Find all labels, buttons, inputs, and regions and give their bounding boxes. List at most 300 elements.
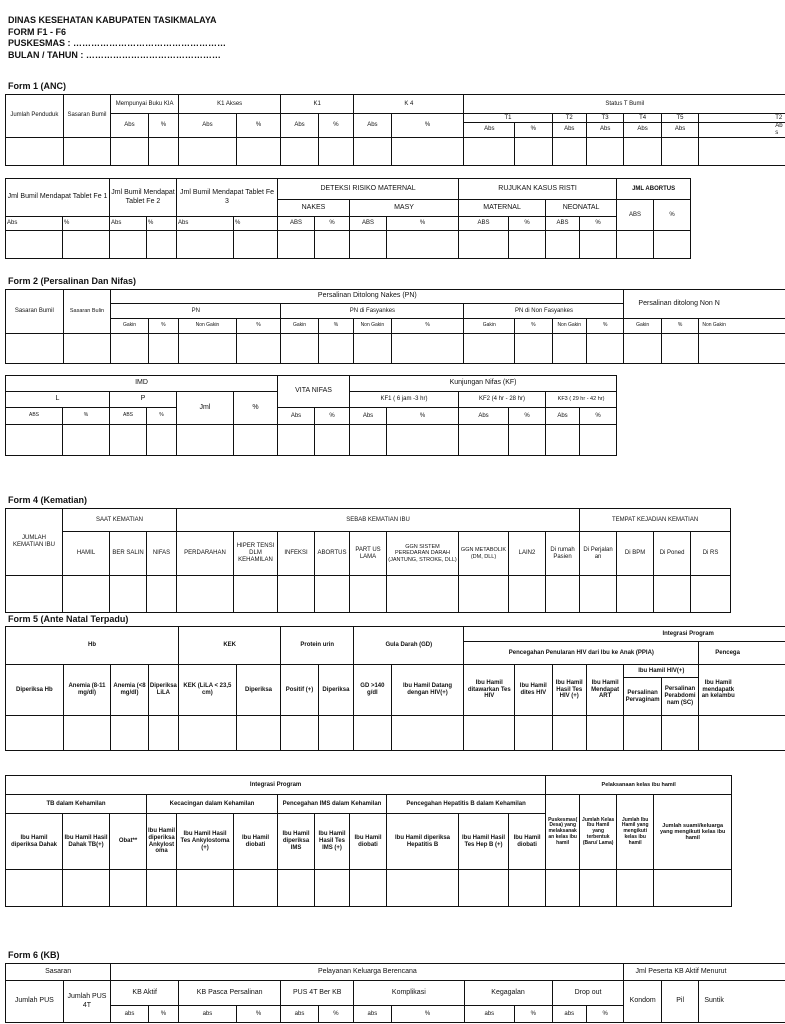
- hdr-pct: %: [63, 217, 110, 231]
- form6-kb-table: [5, 963, 785, 1023]
- hdr-pct: %: [515, 1006, 552, 1023]
- hdr-ggn-metabolik: GGN METABOLIK (DM, DLL): [459, 532, 509, 576]
- data-cell[interactable]: [552, 716, 586, 751]
- hdr-pct: %: [387, 408, 459, 425]
- data-cell[interactable]: [63, 576, 110, 613]
- hdr-masy: MASY: [350, 200, 459, 217]
- hdr-hasil-dahak: Ibu Hamil Hasil Dahak TB(+): [63, 814, 110, 870]
- hdr-pn-fasyankes: PN di Fasyankes: [281, 304, 464, 319]
- data-cell[interactable]: [318, 716, 353, 751]
- data-cell[interactable]: [315, 870, 350, 907]
- data-cell[interactable]: [6, 334, 64, 364]
- hdr-abs: Abs: [624, 123, 661, 138]
- hdr-maternal: MATERNAL: [459, 200, 546, 217]
- hdr-infeksi: INFEKSI: [278, 532, 315, 576]
- hdr-non-gakin: Non Gakin: [354, 319, 391, 334]
- data-cell[interactable]: [387, 425, 459, 456]
- hdr-ibu-ikut-kelas: Jumlah Ibu Hamil yang mengikuti kelas ibu hamil: [617, 795, 654, 870]
- data-cell[interactable]: [580, 425, 617, 456]
- hdr-bersalin: BER SALIN: [110, 532, 147, 576]
- data-cell[interactable]: [546, 425, 580, 456]
- col-sasaran: Sasaran: [6, 964, 111, 981]
- data-cell[interactable]: [6, 425, 63, 456]
- col-pencegahan: Pencega: [699, 642, 785, 665]
- col-abortus: JML ABORTUS: [617, 179, 691, 200]
- hdr-pct: %: [315, 408, 350, 425]
- data-cell[interactable]: [464, 137, 515, 165]
- data-cell[interactable]: [459, 870, 509, 907]
- hdr-abs: ABS: [350, 217, 387, 231]
- data-cell[interactable]: [236, 137, 281, 165]
- col-jumlah-penduduk: Jumlah Penduduk: [6, 95, 64, 138]
- col-persalinan-non-nakes: Persalinan ditolong Non N: [624, 290, 785, 319]
- hdr-komplikasi: Komplikasi: [354, 981, 464, 1006]
- hdr-t5: T5: [661, 114, 698, 123]
- hdr-pct: %: [580, 408, 617, 425]
- hdr-pct: %: [509, 217, 546, 231]
- data-cell[interactable]: [177, 425, 234, 456]
- table-row: [6, 870, 732, 907]
- data-cell[interactable]: [110, 870, 147, 907]
- data-cell[interactable]: [387, 231, 459, 259]
- hdr-di-perjalanan: Di Perjalan an: [580, 532, 617, 576]
- data-cell[interactable]: [350, 576, 387, 613]
- col-persalinan-nakes: Persalinan Ditolong Nakes (PN): [111, 290, 624, 304]
- hdr-abs: ABS: [459, 217, 509, 231]
- hdr-suntik: Suntik: [699, 981, 785, 1023]
- col-gula-darah: Gula Darah (GD): [354, 627, 464, 665]
- data-cell[interactable]: [111, 137, 148, 165]
- data-cell[interactable]: [459, 576, 509, 613]
- hdr-hasil-hepatitis: Ibu Hamil Hasil Tes Hep B (+): [459, 814, 509, 870]
- data-cell[interactable]: [6, 576, 63, 613]
- hdr-pn: PN: [111, 304, 281, 319]
- data-cell[interactable]: [63, 716, 111, 751]
- table-row: [6, 137, 785, 165]
- hdr-pct: %: [236, 1006, 281, 1023]
- data-cell[interactable]: [350, 231, 387, 259]
- data-cell[interactable]: [315, 231, 350, 259]
- hdr-hasil-tes-hiv: Ibu Hamil Hasil Tes HIV (+): [552, 665, 586, 716]
- hdr-pct: %: [318, 319, 353, 334]
- col-saat-kematian: SAAT KEMATIAN: [63, 509, 177, 532]
- hdr-pct: %: [236, 114, 281, 138]
- data-cell[interactable]: [699, 334, 785, 364]
- hdr-suami-ikut-kelas: Jumlah suami/keluarga yang mengikuti kelas ibu hamil: [654, 795, 732, 870]
- col-sasaran-bumil: Sasaran Bumil: [63, 95, 111, 138]
- data-cell[interactable]: [546, 231, 580, 259]
- data-cell[interactable]: [515, 716, 552, 751]
- col-ppia: Pencegahan Penularan HIV dari Ibu ke Anak (PPIA): [464, 642, 699, 665]
- form4-title: Form 4 (Kematian): [8, 495, 88, 505]
- data-cell[interactable]: [110, 231, 147, 259]
- hdr-diperiksa-dahak: Ibu Hamil diperiksa Dahak: [6, 814, 63, 870]
- hdr-kb-aktif: KB Aktif: [111, 981, 179, 1006]
- data-cell[interactable]: [699, 716, 785, 751]
- data-cell[interactable]: [6, 870, 63, 907]
- hdr-puskesmas-kelas: Puskesmas( Desa) yang melaksanak an kelas ibu hamil: [546, 795, 580, 870]
- data-cell[interactable]: [236, 716, 281, 751]
- hdr-gakin: Gakin: [624, 319, 661, 334]
- data-cell[interactable]: [624, 716, 661, 751]
- hdr-pct: %: [148, 114, 178, 138]
- data-cell[interactable]: [147, 870, 177, 907]
- data-cell[interactable]: [546, 870, 580, 907]
- hdr-t1: T1: [464, 114, 552, 123]
- data-cell[interactable]: [509, 231, 546, 259]
- hdr-abs: ABS: [6, 408, 63, 425]
- hdr-kelambu-label: Ibu Hamil mendapatk an kelambu: [701, 679, 735, 700]
- data-cell[interactable]: [580, 576, 617, 613]
- hdr-gakin: Gakin: [464, 319, 515, 334]
- data-cell[interactable]: [617, 576, 654, 613]
- hdr-pct: %: [509, 408, 546, 425]
- data-cell[interactable]: [464, 716, 515, 751]
- data-cell[interactable]: [552, 334, 586, 364]
- data-cell[interactable]: [179, 334, 237, 364]
- data-cell[interactable]: [111, 334, 148, 364]
- data-cell[interactable]: [586, 137, 623, 165]
- hdr-abs: Abs: [354, 114, 391, 138]
- hdr-gd-140: GD >140 g/dl: [354, 665, 391, 716]
- hdr-drop-out: Drop out: [552, 981, 624, 1006]
- data-cell[interactable]: [391, 334, 464, 364]
- col-integrasi: Integrasi Program: [464, 627, 785, 642]
- col-pelayanan-kb: Pelayanan Keluarga Berencana: [111, 964, 624, 981]
- hdr-diperiksa-protein: Diperiksa: [236, 665, 281, 716]
- hdr-abs: ABS: [617, 200, 654, 231]
- data-cell[interactable]: [515, 137, 552, 165]
- hdr-abs: Abs: [661, 123, 698, 138]
- data-cell[interactable]: [6, 137, 64, 165]
- data-cell[interactable]: [234, 231, 278, 259]
- hdr-nifas: NIFAS: [147, 532, 177, 576]
- data-cell[interactable]: [387, 870, 459, 907]
- data-cell[interactable]: [63, 137, 111, 165]
- hdr-pervaginam: Persalinan Pervaginam: [624, 678, 661, 716]
- data-cell[interactable]: [552, 137, 586, 165]
- hdr-abs: Abs: [350, 408, 387, 425]
- hdr-datang-hiv: Ibu Hamil Datang dengan HIV(+): [391, 665, 464, 716]
- hdr-pct: %: [387, 217, 459, 231]
- puskesmas-field: PUSKESMAS : ……………………………………………: [8, 38, 227, 48]
- hdr-abs: ABS: [110, 408, 147, 425]
- form2-nifas-table: [5, 375, 617, 456]
- col-buku-kia: Mempunyai Buku KIA: [111, 95, 179, 114]
- hdr-pct: %: [147, 217, 177, 231]
- hdr-abs: ABS: [546, 217, 580, 231]
- hdr-abs: abs: [179, 1006, 237, 1023]
- hdr-kb-pasca-persalinan: KB Pasca Persalinan: [179, 981, 281, 1006]
- hdr-hepatitis-diobati: Ibu Hamil diobati: [509, 814, 546, 870]
- data-cell[interactable]: [177, 576, 234, 613]
- hdr-kecacingan-diobati: Ibu Hamil diobati: [234, 814, 278, 870]
- hdr-t2-extra: T2: [699, 114, 785, 123]
- data-cell[interactable]: [515, 334, 552, 364]
- hdr-kegagalan: Kegagalan: [464, 981, 552, 1006]
- hdr-abs: Abs: [464, 123, 515, 138]
- data-cell[interactable]: [147, 576, 177, 613]
- hdr-diperiksa-lila: Diperiksa LiLA: [148, 665, 178, 716]
- period-field: BULAN / TAHUN : ………………………………………: [8, 49, 221, 60]
- data-cell[interactable]: [509, 870, 546, 907]
- hdr-diperiksa-hb: Diperiksa Hb: [6, 665, 64, 716]
- data-cell[interactable]: [315, 576, 350, 613]
- hdr-pct: %: [515, 123, 552, 138]
- data-cell[interactable]: [234, 576, 278, 613]
- hdr-kf2: KF2 (4 hr - 28 hr): [459, 392, 546, 408]
- data-cell[interactable]: [661, 716, 698, 751]
- hdr-hamil: HAMIL: [63, 532, 110, 576]
- hdr-perabdominam: Persalinan Perabdomi nam (SC): [661, 678, 698, 716]
- agency-title: DINAS KESEHATAN KABUPATEN TASIKMALAYA: [8, 15, 217, 25]
- hdr-hipertensi: HIPER TENSI DLM KEHAMILAN: [234, 532, 278, 576]
- hdr-pct: %: [391, 319, 464, 334]
- hdr-kek-lila: KEK (LiLA < 23,5 cm): [179, 665, 237, 716]
- col-sasaran-bulin: Sasaran Bulin: [63, 290, 111, 334]
- hdr-kondom: Kondom: [624, 981, 661, 1023]
- hdr-abs: Abs: [6, 217, 63, 231]
- hdr-diperiksa-ankylostoma: Ibu Hamil diperiksa Ankylost oma: [147, 814, 177, 870]
- data-cell[interactable]: [148, 334, 178, 364]
- hdr-pct: %: [315, 217, 350, 231]
- data-cell[interactable]: [278, 231, 315, 259]
- hdr-abs: abs: [354, 1006, 391, 1023]
- hdr-jumlah-kelas: Jumlah Kelas Ibu Hamil yang terbentuk (Baru/ Lama): [580, 795, 617, 870]
- hdr-diperiksa-hepatitis: Ibu Hamil diperiksa Hepatitis B: [387, 814, 459, 870]
- data-cell[interactable]: [509, 576, 546, 613]
- data-cell[interactable]: [179, 716, 237, 751]
- data-cell[interactable]: [110, 425, 147, 456]
- data-cell[interactable]: [315, 425, 350, 456]
- data-cell[interactable]: [177, 231, 234, 259]
- hdr-hasil-ims: Ibu Hamil Hasil Tes IMS (+): [315, 814, 350, 870]
- data-cell[interactable]: [546, 576, 580, 613]
- data-cell[interactable]: [654, 576, 691, 613]
- hdr-non-gakin: Non Gakin: [699, 319, 785, 334]
- hdr-di-bpm: Di BPM: [617, 532, 654, 576]
- table-row: [6, 716, 785, 751]
- data-cell[interactable]: [281, 334, 318, 364]
- hdr-jumlah-pus-4t: Jumlah PUS 4T: [63, 981, 111, 1023]
- hdr-abs: abs: [111, 1006, 148, 1023]
- data-cell[interactable]: [148, 716, 178, 751]
- col-protein-urin: Protein urin: [281, 627, 354, 665]
- col-k4: K 4: [354, 95, 464, 114]
- report-header: [8, 15, 226, 61]
- hdr-obat: Obat**: [110, 814, 147, 870]
- hdr-non-gakin: Non Gakin: [179, 319, 237, 334]
- hdr-p: P: [110, 392, 177, 408]
- data-cell[interactable]: [464, 334, 515, 364]
- data-cell[interactable]: [278, 576, 315, 613]
- form4-kematian-table: [5, 508, 731, 613]
- data-cell[interactable]: [147, 425, 177, 456]
- data-cell[interactable]: [6, 716, 64, 751]
- data-cell[interactable]: [654, 870, 732, 907]
- data-cell[interactable]: [350, 870, 387, 907]
- data-cell[interactable]: [318, 137, 353, 165]
- hdr-pct: %: [661, 319, 698, 334]
- col-fe1: Jml Bumil Mendapat Tablet Fe 1: [6, 179, 110, 217]
- data-cell[interactable]: [234, 425, 278, 456]
- hdr-lain: LAIN2: [509, 532, 546, 576]
- data-cell[interactable]: [691, 576, 731, 613]
- hdr-kelambu: [699, 665, 785, 716]
- hdr-pct: %: [586, 319, 623, 334]
- data-cell[interactable]: [459, 231, 509, 259]
- data-cell[interactable]: [63, 334, 111, 364]
- col-kecacingan: Kecacingan dalam Kehamilan: [147, 795, 278, 814]
- col-k1-akses: K1 Akses: [179, 95, 281, 114]
- hdr-abs: abs: [552, 1006, 586, 1023]
- hdr-jumlah-pus: Jumlah PUS: [6, 981, 64, 1023]
- hdr-t2: T2: [552, 114, 586, 123]
- hdr-abs: Abs: [281, 114, 318, 138]
- data-cell[interactable]: [387, 576, 459, 613]
- data-cell[interactable]: [586, 716, 623, 751]
- data-cell[interactable]: [6, 231, 63, 259]
- hdr-abs: Abs: [552, 123, 586, 138]
- hdr-di-poned: Di Poned: [654, 532, 691, 576]
- form1-fe-table: [5, 178, 691, 259]
- hdr-abortus: ABORTUS: [315, 532, 350, 576]
- hdr-mendapat-art: Ibu Hamil Mendapat ART: [586, 665, 623, 716]
- hdr-pct: %: [391, 114, 464, 138]
- table-row: [6, 231, 691, 259]
- data-cell[interactable]: [350, 425, 387, 456]
- data-cell[interactable]: [148, 137, 178, 165]
- hdr-abs: Abs: [586, 123, 623, 138]
- hdr-di-rs: Di RS: [691, 532, 731, 576]
- hdr-gakin: Gakin: [281, 319, 318, 334]
- data-cell[interactable]: [63, 870, 110, 907]
- data-cell[interactable]: [354, 716, 391, 751]
- col-jumlah-kematian: JUMLAH KEMATIAN IBU: [6, 509, 63, 576]
- data-cell[interactable]: [391, 716, 464, 751]
- col-kelas-ibu-hamil: Pelaksanaan kelas ibu hamil: [546, 776, 732, 795]
- hdr-pct: %: [148, 1006, 178, 1023]
- hdr-abs: ABS: [278, 217, 315, 231]
- hdr-di-rumah: Di rumah Pasien: [546, 532, 580, 576]
- data-cell[interactable]: [391, 137, 464, 165]
- data-cell[interactable]: [617, 870, 654, 907]
- col-fe2: Jml Bumil Mendapat Tablet Fe 2: [110, 179, 177, 217]
- hdr-abs: abs: [281, 1006, 318, 1023]
- col-ims: Pencegahan IMS dalam Kehamilan: [278, 795, 387, 814]
- hdr-t4: T4: [624, 114, 661, 123]
- data-cell[interactable]: [354, 334, 391, 364]
- hdr-pct: %: [148, 319, 178, 334]
- hdr-abs: Abs: [179, 114, 237, 138]
- hdr-ditawarkan-tes: Ibu Hamil ditawarkan Tes HIV: [464, 665, 515, 716]
- hdr-pct: %: [236, 319, 281, 334]
- hdr-positif: Positif (+): [281, 665, 318, 716]
- hdr-jml: Jml: [177, 392, 234, 425]
- hdr-abs: Abs: [459, 408, 509, 425]
- hdr-t3: T3: [586, 114, 623, 123]
- data-cell[interactable]: [147, 231, 177, 259]
- hdr-abs: abs: [464, 1006, 515, 1023]
- form-range: FORM F1 - F6: [8, 26, 66, 37]
- hdr-pct: %: [586, 1006, 624, 1023]
- hdr-perdarahan: PERDARAHAN: [177, 532, 234, 576]
- data-cell[interactable]: [661, 137, 698, 165]
- form5-integrasi-table: [5, 775, 732, 907]
- col-vita-nifas: VITA NIFAS: [278, 376, 350, 408]
- hdr-pct: %: [63, 408, 110, 425]
- hdr-abs: Abs: [111, 114, 148, 138]
- data-cell[interactable]: [624, 334, 661, 364]
- data-cell[interactable]: [281, 716, 318, 751]
- form2-persalinan-table: [5, 289, 785, 364]
- col-hb: Hb: [6, 627, 179, 665]
- data-cell[interactable]: [459, 425, 509, 456]
- col-imd: IMD: [6, 376, 278, 392]
- hdr-dites-hiv: Ibu Hamil dites HIV: [515, 665, 552, 716]
- hdr-diperiksa-gd: Diperiksa: [318, 665, 353, 716]
- table-row: [6, 576, 731, 613]
- data-cell[interactable]: [580, 870, 617, 907]
- hdr-partus-lama: PART US LAMA: [350, 532, 387, 576]
- data-cell[interactable]: [699, 137, 785, 165]
- data-cell[interactable]: [661, 334, 698, 364]
- col-integrasi: Integrasi Program: [6, 776, 546, 795]
- data-cell[interactable]: [110, 576, 147, 613]
- col-peserta-kb-aktif: Jml Peserta KB Aktif Menurut: [624, 964, 785, 981]
- data-cell[interactable]: [318, 334, 353, 364]
- hdr-abs: Abs: [177, 217, 234, 231]
- data-cell[interactable]: [63, 231, 110, 259]
- hdr-non-gakin: Non Gakin: [552, 319, 586, 334]
- form2-title: Form 2 (Persalinan Dan Nifas): [8, 276, 137, 286]
- hdr-pct: %: [147, 408, 177, 425]
- hdr-diperiksa-ims: Ibu Hamil diperiksa IMS: [278, 814, 315, 870]
- data-cell[interactable]: [111, 716, 148, 751]
- data-cell[interactable]: [63, 425, 110, 456]
- hdr-abs: Abs: [699, 123, 785, 138]
- hdr-ibu-hamil-hiv: Ibu Hamil HIV(+): [624, 665, 699, 678]
- hdr-pct: %: [654, 200, 691, 231]
- data-cell[interactable]: [617, 231, 654, 259]
- col-sebab-kematian: SEBAB KEMATIAN IBU: [177, 509, 580, 532]
- data-cell[interactable]: [179, 137, 237, 165]
- col-kek: KEK: [179, 627, 281, 665]
- form1-anc-table: [5, 94, 785, 166]
- hdr-abs: Abs: [546, 408, 580, 425]
- data-cell[interactable]: [654, 231, 691, 259]
- data-cell[interactable]: [624, 137, 661, 165]
- col-tempat-kematian: TEMPAT KEJADIAN KEMATIAN: [580, 509, 731, 532]
- form1-title: Form 1 (ANC): [8, 81, 66, 91]
- hdr-anemia-lt-8: Anemia (<8 mg/dl): [111, 665, 148, 716]
- data-cell[interactable]: [278, 425, 315, 456]
- data-cell[interactable]: [236, 334, 281, 364]
- data-cell[interactable]: [509, 425, 546, 456]
- data-cell[interactable]: [281, 137, 318, 165]
- col-deteksi: DETEKSI RISIKO MATERNAL: [278, 179, 459, 200]
- data-cell[interactable]: [177, 870, 234, 907]
- col-rujukan: RUJUKAN KASUS RISTI: [459, 179, 617, 200]
- data-cell[interactable]: [234, 870, 278, 907]
- hdr-pn-non-fasyankes: PN di Non Fasyankes: [464, 304, 624, 319]
- form5-ante-natal-table: [5, 626, 785, 751]
- data-cell[interactable]: [586, 334, 623, 364]
- data-cell[interactable]: [278, 870, 315, 907]
- data-cell[interactable]: [354, 137, 391, 165]
- data-cell[interactable]: [580, 231, 617, 259]
- form6-title: Form 6 (KB): [8, 950, 60, 960]
